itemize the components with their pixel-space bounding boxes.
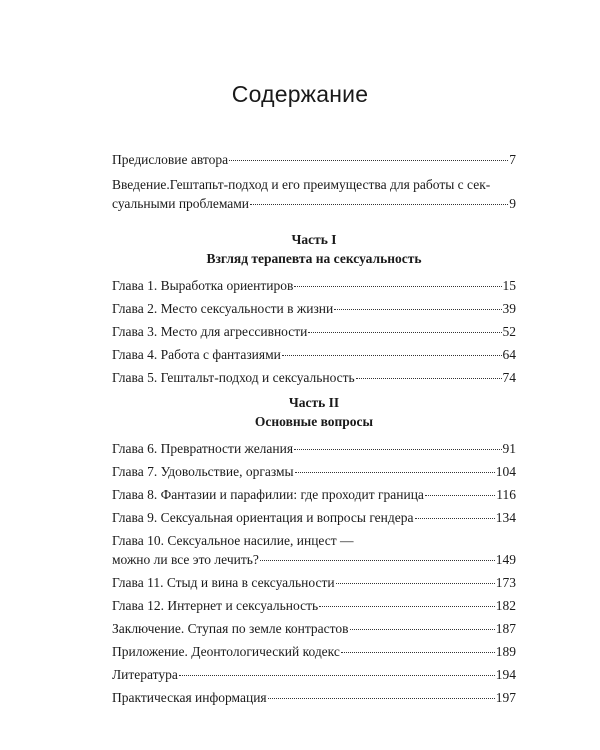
- toc-entry[interactable]: [112, 485, 516, 504]
- toc-entry-page: 182: [495, 598, 516, 613]
- dot-leader: [336, 583, 495, 584]
- toc-entry-page: 149: [495, 552, 516, 567]
- toc-entry-page: 15: [502, 278, 516, 293]
- toc-entry-label-line2: суальными проблемами: [112, 196, 250, 211]
- dot-leader: [356, 378, 502, 379]
- toc-entry-label: Глава 3. Место для агрессивности: [112, 324, 308, 339]
- toc-entry-intro[interactable]: [112, 175, 516, 213]
- toc-entry-page: 134: [495, 510, 516, 525]
- toc-entry-page: 187: [495, 621, 516, 636]
- toc-entry-page: 39: [502, 301, 516, 316]
- toc-entry[interactable]: [112, 276, 516, 295]
- toc-entry[interactable]: [112, 462, 516, 481]
- toc-entry[interactable]: [112, 345, 516, 364]
- toc-entry-label: Приложение. Деонтологический кодекс: [112, 644, 340, 659]
- toc-entry[interactable]: [112, 642, 516, 661]
- toc-entry-page: 189: [495, 644, 516, 659]
- toc-entry-label: Глава 1. Выработка ориентиров: [112, 278, 294, 293]
- toc-entry-page: 9: [509, 196, 516, 211]
- toc-entry-label-line2: можно ли все это лечить?: [112, 552, 259, 567]
- toc-part-2: [112, 393, 516, 707]
- part-title: Взгляд терапевта на сексуальность: [206, 251, 422, 266]
- toc-entry[interactable]: [112, 619, 516, 638]
- dot-leader: [334, 309, 501, 310]
- toc-entry-page: 116: [496, 487, 516, 502]
- toc-entry-label-line1: Введение.Гештапьт-подход и его преимущества для работы с сек-: [112, 177, 491, 192]
- dot-leader: [294, 286, 501, 287]
- dot-leader: [179, 675, 495, 676]
- toc-entry-page: 52: [502, 324, 516, 339]
- toc-entry-label: Заключение. Ступая по земле контрастов: [112, 621, 349, 636]
- toc-entry-label-line1: Глава 10. Сексуальное насилие, инцест —: [112, 533, 354, 548]
- toc-entry-label: Глава 8. Фантазии и парафилии: где проходит граница: [112, 487, 424, 502]
- toc-entry[interactable]: [112, 299, 516, 318]
- toc-entry-page: 104: [495, 464, 516, 479]
- toc-entry-label: Практическая информация: [112, 690, 267, 705]
- toc-part-1: [112, 230, 516, 387]
- dot-leader: [250, 204, 508, 205]
- dot-leader: [295, 472, 495, 473]
- toc-entry-label: Глава 6. Превратности желания: [112, 441, 294, 456]
- part-number: Часть II: [288, 395, 340, 410]
- toc-entry-page: 194: [495, 667, 516, 682]
- page-title: Содержание: [231, 81, 369, 108]
- part-title: Основные вопросы: [254, 414, 374, 429]
- toc-entry-label: Глава 9. Сексуальная ориентация и вопросы гендера: [112, 510, 414, 525]
- toc-entry[interactable]: [112, 322, 516, 341]
- dot-leader: [341, 652, 495, 653]
- toc-entry[interactable]: [112, 508, 516, 527]
- part-number: Часть I: [291, 232, 337, 247]
- toc-entry-label: Глава 5. Гештальт-подход и сексуальность: [112, 370, 355, 385]
- toc-entry-label: Глава 4. Работа с фантазиями: [112, 347, 281, 362]
- toc-entry-label: Глава 11. Стыд и вина в сексуальности: [112, 575, 335, 590]
- toc-entry[interactable]: [112, 596, 516, 615]
- toc-entry[interactable]: [112, 688, 516, 707]
- dot-leader: [229, 160, 508, 161]
- dot-leader: [425, 495, 495, 496]
- toc-entry-label: Глава 7. Удовольствие, оргазмы: [112, 464, 294, 479]
- toc-entry[interactable]: [112, 368, 516, 387]
- toc-entry-page: 7: [509, 152, 516, 167]
- toc-entry-label: Предисловие автора: [112, 152, 229, 167]
- toc-entry-page: 197: [495, 690, 516, 705]
- dot-leader: [319, 606, 495, 607]
- toc-entry[interactable]: [112, 439, 516, 458]
- toc-entry-page: 173: [495, 575, 516, 590]
- toc-entry-label: Глава 2. Место сексуальности в жизни: [112, 301, 334, 316]
- dot-leader: [415, 518, 495, 519]
- dot-leader: [268, 698, 495, 699]
- toc-entry-chapter-10[interactable]: [112, 531, 516, 569]
- dot-leader: [308, 332, 501, 333]
- toc-entry-page: 91: [502, 441, 516, 456]
- toc-front: [112, 150, 516, 213]
- toc-entry[interactable]: [112, 573, 516, 592]
- toc-entry-page: 64: [502, 347, 516, 362]
- dot-leader: [282, 355, 502, 356]
- dot-leader: [260, 560, 495, 561]
- toc-entry-page: 74: [502, 370, 516, 385]
- toc-entry[interactable]: [112, 150, 516, 169]
- dot-leader: [350, 629, 495, 630]
- toc-entry-label: Литература: [112, 667, 178, 682]
- dot-leader: [294, 449, 501, 450]
- toc-entry-label: Глава 12. Интернет и сексуальность: [112, 598, 319, 613]
- toc-entry[interactable]: [112, 665, 516, 684]
